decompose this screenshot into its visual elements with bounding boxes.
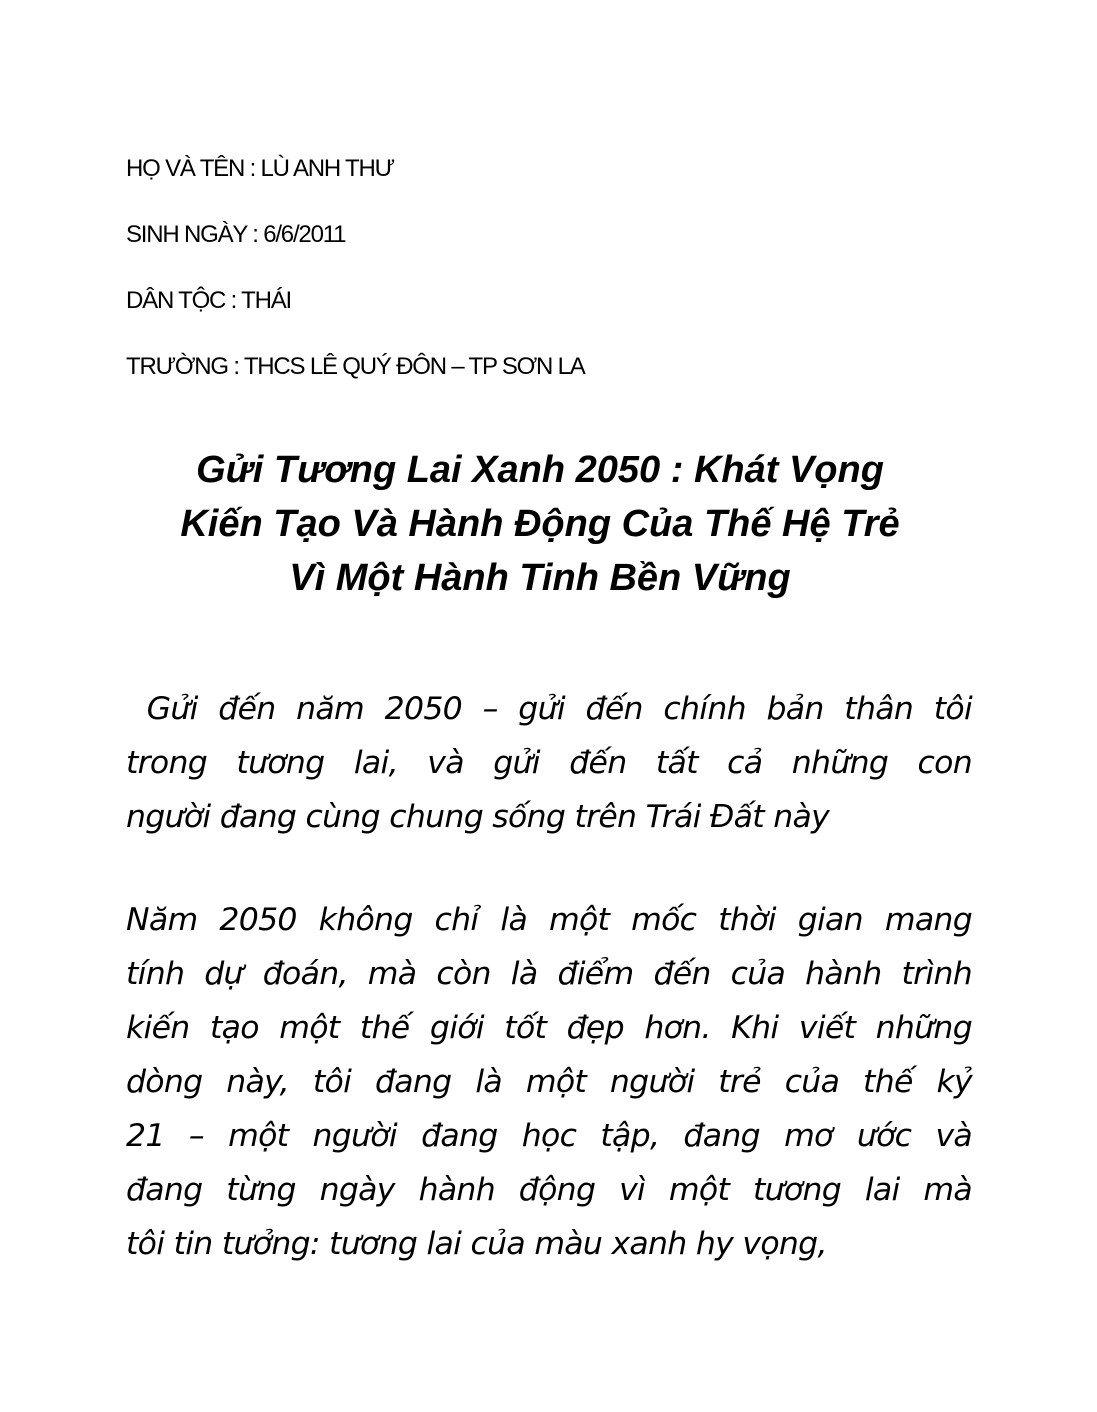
paragraph-line: trong tương lai, và gửi đến tất cả những con [126, 745, 972, 781]
student-name-line: HỌ VÀ TÊN : LÙ ANH THƯ [126, 155, 394, 182]
title-line: Vì Một Hành Tinh Bền Vững [289, 557, 791, 599]
title-line: Gửi Tương Lai Xanh 2050 : Khát Vọng [196, 449, 884, 491]
paragraph-line: kiến tạo một thế giới tốt đẹp hơn. Khi viết những [126, 1010, 972, 1046]
title-line: Kiến Tạo Và Hành Động Của Thế Hệ Trẻ [180, 503, 900, 545]
body-paragraph [126, 893, 972, 1271]
school-line: TRƯỜNG : THCS LÊ QUÝ ĐÔN – TP SƠN LA [126, 353, 585, 380]
paragraph-line: đang từng ngày hành động vì một tương lai mà [126, 1172, 972, 1208]
birth-date-line: SINH NGÀY : 6/6/2011 [126, 221, 346, 248]
paragraph-line: Gửi đến năm 2050 – gửi đến chính bản thân tôi [126, 691, 972, 727]
paragraph-line: người đang cùng chung sống trên Trái Đất này [126, 799, 830, 835]
essay-title [100, 443, 980, 605]
paragraph-line: 21 – một người đang học tập, đang mơ ước và [126, 1118, 972, 1154]
paragraph-line: tính dự đoán, mà còn là điểm đến của hành trình [126, 956, 972, 992]
ethnicity-line: DÂN TỘC : THÁI [126, 287, 292, 314]
paragraph-line: dòng này, tôi đang là một người trẻ của thế kỷ [126, 1064, 972, 1100]
paragraph-line: Năm 2050 không chỉ là một mốc thời gian mang [126, 902, 972, 938]
intro-paragraph [126, 682, 972, 844]
paragraph-line: tôi tin tưởng: tương lai của màu xanh hy vọng, [126, 1226, 827, 1262]
